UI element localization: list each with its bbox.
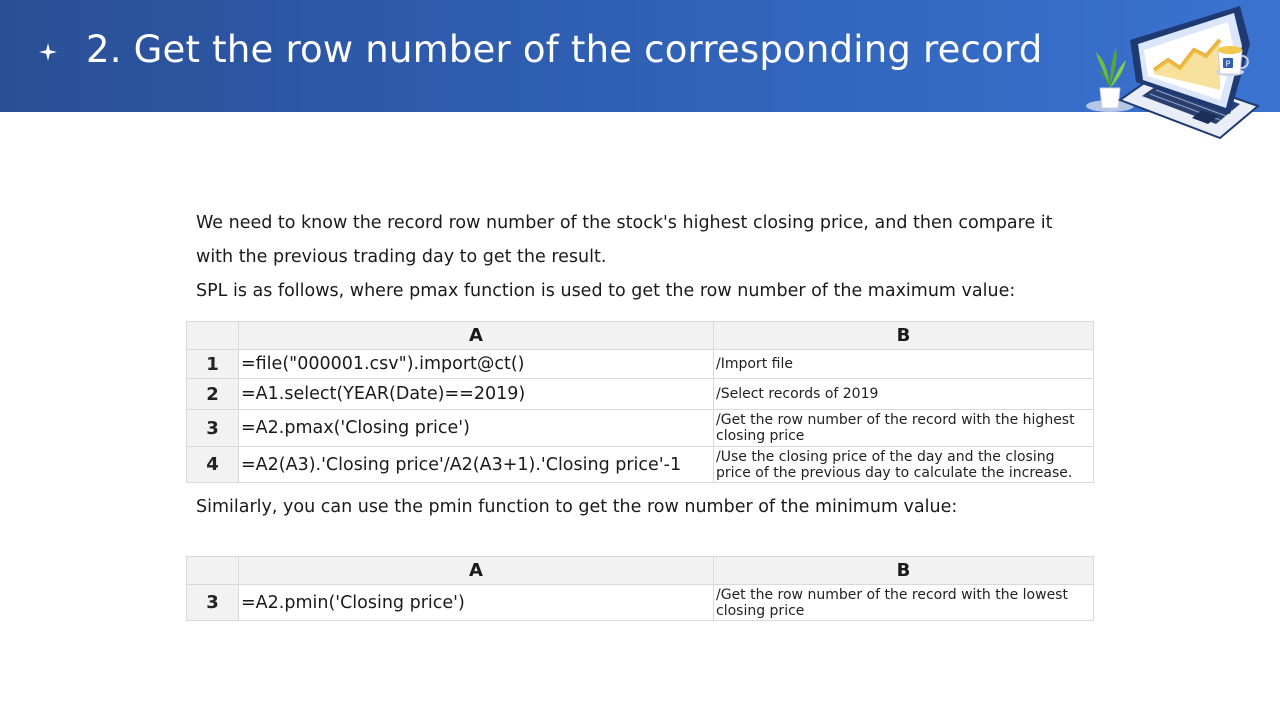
cell-b3[interactable]: /Get the row number of the record with the lowest closing price bbox=[714, 585, 1094, 621]
spl-grid-main bbox=[186, 321, 1094, 483]
col-header-a[interactable]: A bbox=[239, 322, 714, 350]
row-number[interactable]: 1 bbox=[187, 350, 239, 379]
row-number[interactable]: 2 bbox=[187, 379, 239, 410]
cell-b2[interactable]: /Select records of 2019 bbox=[714, 379, 1094, 410]
cell-b1[interactable]: /Import file bbox=[714, 350, 1094, 379]
svg-text:P: P bbox=[1225, 59, 1231, 69]
sparkle-icon bbox=[36, 40, 60, 64]
cell-a2[interactable]: =A1.select(YEAR(Date)==2019) bbox=[239, 379, 714, 410]
col-header-b[interactable]: B bbox=[714, 322, 1094, 350]
page-title: 2. Get the row number of the corresponding record bbox=[86, 28, 1043, 71]
intro-line-1: We need to know the record row number of the stock's highest closing price, and then compare it bbox=[196, 213, 1053, 233]
cell-a3[interactable]: =A2.pmax('Closing price') bbox=[239, 410, 714, 447]
spl-grid-pmin bbox=[186, 556, 1094, 621]
cell-b4[interactable]: /Use the closing price of the day and the closing price of the previous day to calculate the increase. bbox=[714, 447, 1094, 483]
intro-line-2: with the previous trading day to get the result. bbox=[196, 247, 607, 267]
grid-corner bbox=[187, 557, 239, 585]
row-number[interactable]: 4 bbox=[187, 447, 239, 483]
cell-a1[interactable]: =file("000001.csv").import@ct() bbox=[239, 350, 714, 379]
row-number[interactable]: 3 bbox=[187, 585, 239, 621]
grid-corner bbox=[187, 322, 239, 350]
col-header-b[interactable]: B bbox=[714, 557, 1094, 585]
intro-line-3: SPL is as follows, where pmax function is used to get the row number of the maximum value: bbox=[196, 281, 1016, 301]
row-number[interactable]: 3 bbox=[187, 410, 239, 447]
cell-a4[interactable]: =A2(A3).'Closing price'/A2(A3+1).'Closing price'-1 bbox=[239, 447, 714, 483]
laptop-illustration bbox=[1080, 0, 1280, 145]
cell-a3[interactable]: =A2.pmin('Closing price') bbox=[239, 585, 714, 621]
cell-b3[interactable]: /Get the row number of the record with the highest closing price bbox=[714, 410, 1094, 447]
col-header-a[interactable]: A bbox=[239, 557, 714, 585]
between-text: Similarly, you can use the pmin function to get the row number of the minimum value: bbox=[196, 497, 958, 517]
